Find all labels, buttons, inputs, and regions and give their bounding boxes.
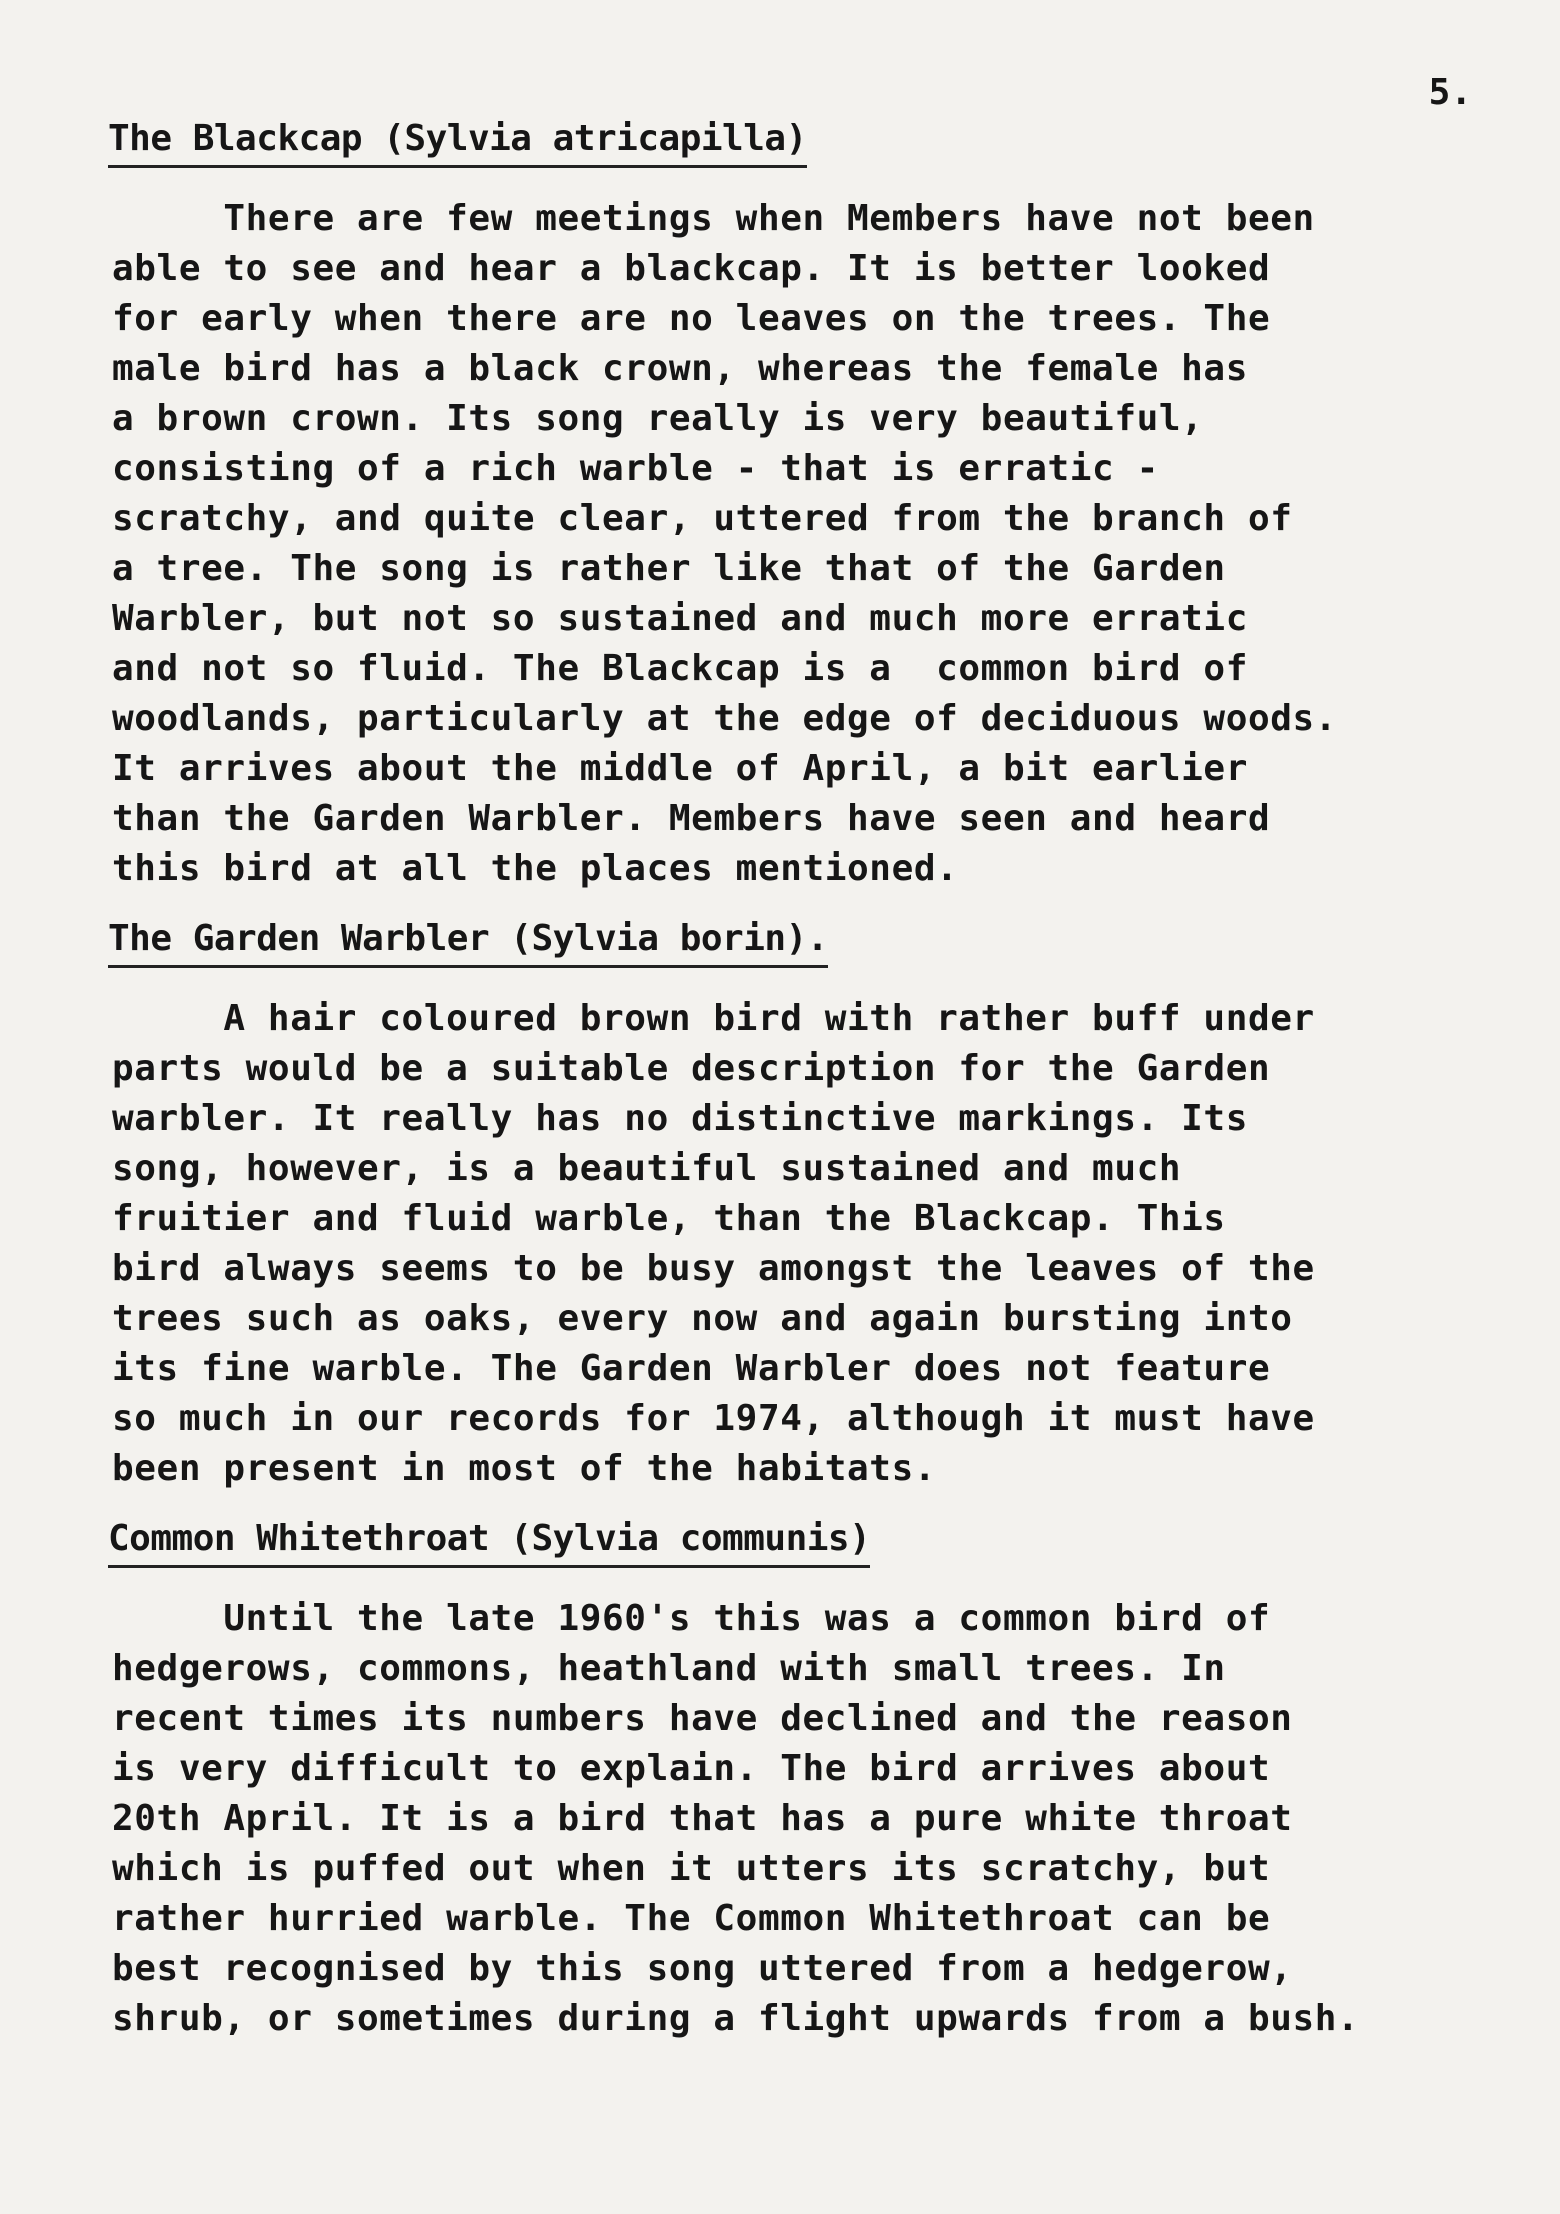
text-line: a tree. The song is rather like that of the Garden	[112, 548, 1226, 589]
page-number: 5.	[1428, 72, 1472, 113]
text-line: scratchy, and quite clear, uttered from the branch of	[112, 498, 1293, 539]
text-line: and not so fluid. The Blackcap is a common bird of	[112, 648, 1248, 689]
text-line: its fine warble. The Garden Warbler does not feature	[112, 1348, 1271, 1389]
text-line: a brown crown. Its song really is very beautiful,	[112, 398, 1204, 439]
text-line: parts would be a suitable description for the Garden	[112, 1048, 1271, 1089]
text-line: this bird at all the places mentioned.	[112, 848, 959, 889]
text-line: Warbler, but not so sustained and much more erratic	[112, 598, 1248, 639]
text-line: is very difficult to explain. The bird arrives about	[112, 1748, 1271, 1789]
text-line: trees such as oaks, every now and again bursting into	[112, 1298, 1293, 1339]
text-line: than the Garden Warbler. Members have seen and heard	[112, 798, 1271, 839]
text-line: best recognised by this song uttered from a hedgerow,	[112, 1948, 1293, 1989]
text-line: which is puffed out when it utters its scratchy, but	[112, 1848, 1271, 1889]
section-body-garden-warbler	[112, 994, 1512, 1494]
text-line: It arrives about the middle of April, a bit earlier	[112, 748, 1248, 789]
text-line: A hair coloured brown bird with rather buff under	[112, 998, 1315, 1039]
section-heading-common-whitethroat: Common Whitethroat (Sylvia communis)	[108, 1518, 870, 1568]
text-line: 20th April. It is a bird that has a pure white throat	[112, 1798, 1293, 1839]
section-heading-blackcap: The Blackcap (Sylvia atricapilla)	[108, 118, 807, 168]
section-body-common-whitethroat	[112, 1594, 1512, 2044]
text-line: able to see and hear a blackcap. It is better looked	[112, 248, 1271, 289]
section-heading-garden-warbler: The Garden Warbler (Sylvia borin).	[108, 918, 828, 968]
text-line: rather hurried warble. The Common Whitethroat can be	[112, 1898, 1271, 1939]
text-line: song, however, is a beautiful sustained and much	[112, 1148, 1182, 1189]
text-line: warbler. It really has no distinctive markings. Its	[112, 1098, 1248, 1139]
text-line: hedgerows, commons, heathland with small trees. In	[112, 1648, 1226, 1689]
text-line: fruitier and fluid warble, than the Blackcap. This	[112, 1198, 1226, 1239]
text-line: shrub, or sometimes during a flight upwards from a bush.	[112, 1998, 1360, 2039]
text-line: bird always seems to be busy amongst the leaves of the	[112, 1248, 1315, 1289]
text-line: so much in our records for 1974, although it must have	[112, 1398, 1315, 1439]
section-body-blackcap	[112, 194, 1512, 894]
text-line: woodlands, particularly at the edge of deciduous woods.	[112, 698, 1338, 739]
text-line: There are few meetings when Members have not been	[112, 198, 1315, 239]
text-line: Until the late 1960's this was a common bird of	[112, 1598, 1271, 1639]
text-line: male bird has a black crown, whereas the female has	[112, 348, 1248, 389]
text-line: been present in most of the habitats.	[112, 1448, 937, 1489]
text-line: for early when there are no leaves on the trees. The	[112, 298, 1271, 339]
text-line: consisting of a rich warble - that is erratic -	[112, 448, 1159, 489]
text-line: recent times its numbers have declined and the reason	[112, 1698, 1293, 1739]
